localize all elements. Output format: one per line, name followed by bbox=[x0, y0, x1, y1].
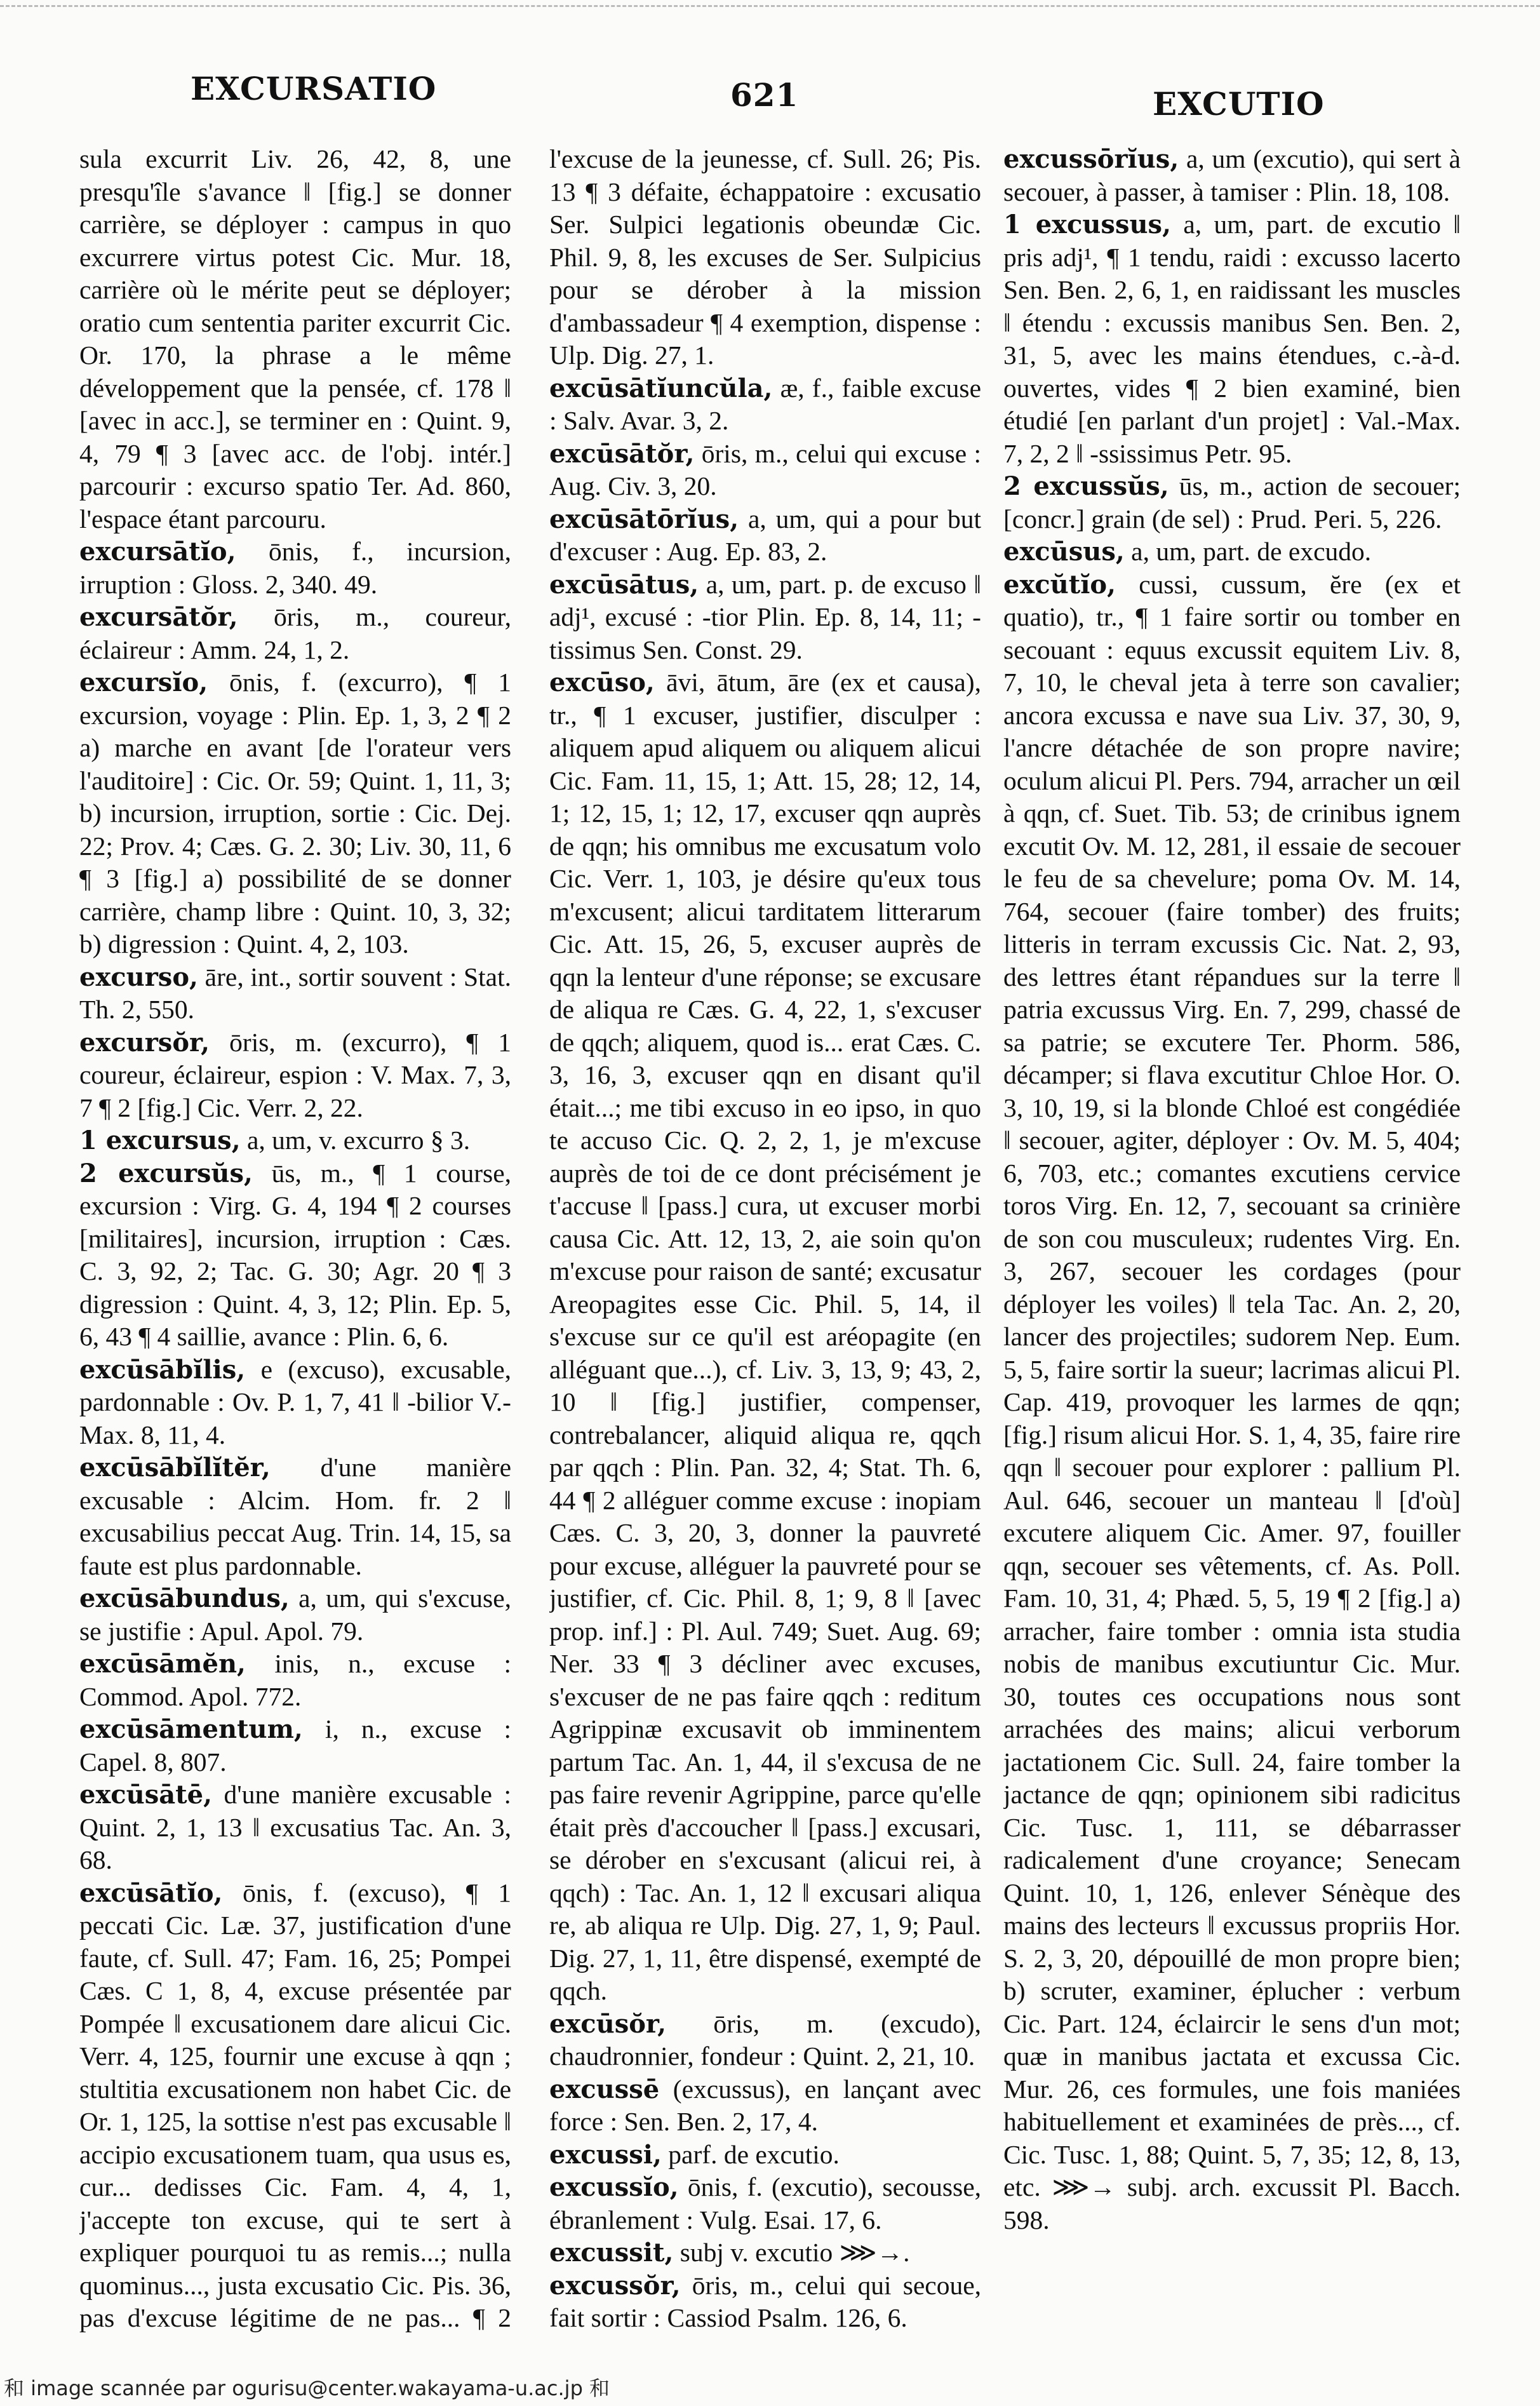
entry-definition: ōris, m. (excudo), chaudronnier, fondeur : Quint. 2, 21, 10. bbox=[549, 2008, 981, 2071]
entry-definition: āre, int., sortir souvent : Stat. Th. 2, 550. bbox=[79, 962, 511, 1024]
entry-headword: excussi, bbox=[549, 2139, 662, 2170]
dictionary-entry bbox=[549, 2236, 981, 2269]
entry-definition: a, um, part. de excutio ‖ pris adj¹, ¶ 1 tendu, raidi : excusso lacerto Sen. Ben. 2, 6, 1, en raidissant les muscles ‖ étendu : excussis manibus Sen. Ben. 2, 31, 5, avec les mains étendues, c.-à-d. ouvertes, vides ¶ 2 bien examiné, bien étudié [en parlant d'un projet] : Val.-Max. 7, 2, 2 ‖ -ssissimus Petr. 95. bbox=[1003, 210, 1461, 468]
entry-headword: excussōrĭus, bbox=[1003, 144, 1179, 174]
dictionary-entry bbox=[1003, 470, 1461, 535]
entry-definition: ōnis, f. (excuso), ¶ 1 peccati Cic. Læ. 37, justification d'une faute, cf. Sull. 47; Fam. 16, 25; Pompei Cæs. C 1, 8, 4, excuse présentée par Pompée ‖ excusationem dare alicui Cic. Verr. 4, 125, fournir une excuse à qqn ; stultitia excusationem non habet Cic. de Or. 1, 125, la sottise n'est pas excusable ‖ accipio excusationem tuam, qua usus es, cur... dedisses Cic. Fam. 4, 4, 1, j'accepte ton excuse, qui te sert à expliquer pourquoi tu as remis...; nulla quominus..., justa excusatio Cic. Pis. 36, pas d'excuse légitime de ne pas... ¶ 2 bbox=[79, 1878, 511, 2332]
dictionary-entry bbox=[549, 143, 981, 372]
dictionary-entry bbox=[79, 1124, 511, 1157]
entry-headword: excūso, bbox=[549, 668, 655, 697]
entry-headword: excūsātōrĭus, bbox=[549, 504, 739, 534]
entry-headword: 2 excursŭs, bbox=[79, 1158, 253, 1188]
column-1 bbox=[79, 143, 511, 2334]
entry-definition: sula excurrit Liv. 26, 42, 8, une presqu'île s'avance ‖ [fig.] se donner carrière, se déployer : campus in quo excurrere virtus potest Cic. Mur. 18, carrière où le mérite peut se déployer; oratio cum sententia pariter excurrit Cic. Or. 170, la phrase a le même développement que la pensée, cf. 178 ‖ [avec in acc.], se terminer en : Quint. 9, 4, 79 ¶ 3 [avec acc. de l'obj. intér.] parcourir : excurso spatio Ter. Ad. 860, l'espace étant parcouru. bbox=[79, 144, 511, 534]
dictionary-entry bbox=[549, 2139, 981, 2172]
entry-definition: e (excuso), excusable, pardonnable : Ov. P. 1, 7, 41 ‖ -bilior V.-Max. 8, 11, 4. bbox=[79, 1354, 511, 1449]
dictionary-entry bbox=[79, 1582, 511, 1648]
dictionary-entry bbox=[549, 2073, 981, 2139]
entry-definition: a, um, qui s'excuse, se justifie : Apul. Apol. 79. bbox=[79, 1583, 511, 1646]
entry-definition: ōnis, f. (excutio), secousse, ébranlement : Vulg. Esai. 17, 6. bbox=[549, 2172, 981, 2235]
entry-headword: excūsāmentum, bbox=[79, 1714, 303, 1744]
entry-headword: excūsābundus, bbox=[79, 1583, 290, 1613]
entry-headword: 2 excussŭs, bbox=[1003, 471, 1169, 501]
dictionary-entry bbox=[1003, 208, 1461, 470]
dictionary-entry bbox=[1003, 535, 1461, 568]
column-2 bbox=[549, 143, 981, 2334]
dictionary-entry bbox=[79, 1877, 511, 2335]
dictionary-entry bbox=[79, 1157, 511, 1354]
scan-credit: 和 image scannée par ogurisu@center.wakayama-u.ac.jp 和 bbox=[4, 2376, 610, 2400]
entry-definition: subj v. excutio ⋙→. bbox=[680, 2238, 910, 2267]
dictionary-entry bbox=[549, 2171, 981, 2236]
entry-definition: ōris, m., celui qui excuse : Aug. Civ. 3, 20. bbox=[549, 438, 981, 501]
entry-headword: excursātĭo, bbox=[79, 537, 236, 567]
dictionary-entry bbox=[549, 568, 981, 667]
entry-definition: inis, n., excuse : Commod. Apol. 772. bbox=[79, 1649, 511, 1711]
entry-definition: āvi, ātum, āre (ex et causa), tr., ¶ 1 excuser, justifier, disculper : aliquem apud aliquem ou aliquem alicui Cic. Fam. 11, 15, 1; Att. 15, 28; 12, 14, 1; 12, 15, 1; 12, 17, excuser qqn auprès de qqn; his omnibus me excusatum volo Cic. Verr. 1, 103, je désire qu'eux tous m'excusent; alicui tarditatem litterarum Cic. Att. 15, 26, 5, excuser auprès de qqn la lenteur d'une réponse; se excusare de aliqua re Cæs. G. 4, 22, 1, s'excuser de qqch; aliquem, quod is... erat Cæs. C. 3, 16, 3, excuser qqn en disant qu'il était...; me tibi excuso in eo ipso, in quo te accuso Cic. Q. 2, 2, 1, je m'excuse auprès de toi de ce dont précisément je t'accuse ‖ [pass.] cura, ut excuser morbi causa Cic. Att. 12, 13, 2, aie soin qu'on m'excuse pour raison de santé; excusatur Areopagites esse Cic. Phil. 5, 14, il s'excuse sur ce qu'il est aréopagite (en alléguant que...), cf. Liv. 3, 13, 9; 43, 2, 10 ‖ [fig.] justifier, compenser, contrebalancer, aliquid aliqua re, qqch par qqch : Plin. Pan. 32, 4; Stat. Th. 6, 44 ¶ 2 alléguer comme excuse : inopiam Cæs. C. 3, 20, 3, donner la pauvreté pour excuse, alléguer la pauvreté pour se justifier, cf. Cic. Phil. 8, 1; 9, 8 ‖ [avec prop. inf.] : Pl. Aul. 749; Suet. Aug. 69; Ner. 33 ¶ 3 décliner avec excuses, s'excuser de ne pas faire qqch : reditum Agrippinæ excusavit ob imminentem partum Tac. An. 1, 44, il s'excusa de ne pas faire revenir Agrippine, parce qu'elle était près d'accoucher ‖ [pass.] excusari, se dérober en s'excusant (alicui rei, à qqch) : Tac. An. 1, 12 ‖ excusari aliqua re, ab aliqua re Ulp. Dig. 27, 1, 9; Paul. Dig. 27, 1, 11, être dispensé, exempté de qqch. bbox=[549, 668, 981, 2005]
entry-headword: excūsāmĕn, bbox=[79, 1649, 246, 1679]
entry-definition: ūs, m., ¶ 1 course, excursion : Virg. G. 4, 194 ¶ 2 courses [militaires], incursion, irruption : Cæs. C. 3, 92, 2; Tac. G. 30; Agr. 20 ¶ 3 digression : Quint. 4, 3, 12; Plin. Ep. 5, 6, 43 ¶ 4 saillie, avance : Plin. 6, 6. bbox=[79, 1158, 511, 1351]
entry-headword: excūsus, bbox=[1003, 537, 1125, 567]
entry-definition: ōris, m., coureur, éclaireur : Amm. 24, 1, 2. bbox=[79, 602, 511, 664]
entry-definition: ūs, m., action de secouer; [concr.] grain (de sel) : Prud. Peri. 5, 226. bbox=[1003, 471, 1461, 534]
dictionary-entry bbox=[79, 1026, 511, 1125]
dictionary-entry bbox=[79, 1713, 511, 1778]
dictionary-entry bbox=[1003, 143, 1461, 208]
entry-headword: excussŏr, bbox=[549, 2270, 681, 2301]
entry-definition: ōnis, f., incursion, irruption : Gloss. 2, 340. 49. bbox=[79, 537, 511, 599]
entry-headword: excūsābĭlĭtĕr, bbox=[79, 1453, 271, 1482]
entry-headword: excūsātĭuncŭla, bbox=[549, 373, 773, 403]
entry-headword: excūsābĭlis, bbox=[79, 1354, 246, 1385]
dictionary-entry bbox=[79, 1354, 511, 1452]
entry-headword: excurso, bbox=[79, 962, 198, 992]
entry-headword: excursŏr, bbox=[79, 1027, 210, 1058]
entry-definition: (excussus), en lançant avec force : Sen. Ben. 2, 17, 4. bbox=[549, 2074, 981, 2136]
entry-definition: a, um, v. excurro § 3. bbox=[247, 1126, 471, 1155]
dictionary-entry bbox=[79, 961, 511, 1026]
dictionary-entry bbox=[79, 601, 511, 666]
entry-definition: d'une manière excusable : Quint. 2, 1, 13 ‖ excusatius Tac. An. 3, 68. bbox=[79, 1780, 511, 1874]
entry-definition: ōris, m. (excurro), ¶ 1 coureur, éclaireur, espion : V. Max. 7, 3, 7 ¶ 2 [fig.] Cic. Verr. 2, 22. bbox=[79, 1027, 511, 1122]
dictionary-entry bbox=[79, 666, 511, 961]
page-header bbox=[0, 70, 1540, 127]
dictionary-entry bbox=[79, 1648, 511, 1713]
entry-headword: 1 excussus, bbox=[1003, 210, 1172, 239]
left-guide-word: EXCURSATIO bbox=[191, 70, 437, 107]
entry-definition: ōris, m., celui qui secoue, fait sortir : Cassiod Psalm. 126, 6. bbox=[549, 2270, 981, 2332]
entry-definition: æ, f., faible excuse : Salv. Avar. 3, 2. bbox=[549, 373, 981, 435]
dictionary-entry bbox=[549, 372, 981, 438]
entry-definition: l'excuse de la jeunesse, cf. Sull. 26; Pis. 13 ¶ 3 défaite, échappatoire : excusatio Ser. Sulpici legationis obeundæ Cic. Phil. 9, 8, les excuses de Ser. Sulpicius pour se dérober à la mission d'ambassadeur ¶ 4 exemption, dispense : Ulp. Dig. 27, 1. bbox=[549, 144, 981, 370]
entry-definition: a, um, part. p. de excuso ‖ adj¹, excusé : -tior Plin. Ep. 8, 14, 11; -tissimus Sen. Const. 29. bbox=[549, 569, 981, 664]
entry-headword: excussē bbox=[549, 2074, 660, 2104]
entry-headword: excŭtĭo, bbox=[1003, 569, 1116, 600]
entry-headword: excursĭo, bbox=[79, 668, 208, 697]
entry-definition: i, n., excuse : Capel. 8, 807. bbox=[79, 1714, 511, 1777]
entry-headword: excursātŏr, bbox=[79, 602, 238, 632]
dictionary-entry bbox=[549, 503, 981, 568]
dictionary-entry bbox=[549, 666, 981, 2008]
entry-definition: a, um, qui a pour but d'excuser : Aug. Ep. 83, 2. bbox=[549, 504, 981, 566]
dictionary-entry bbox=[549, 2008, 981, 2073]
entry-headword: excūsātĭo, bbox=[79, 1878, 223, 1908]
entry-definition: a, um (excutio), qui sert à secouer, à passer, à tamiser : Plin. 18, 108. bbox=[1003, 144, 1461, 206]
entry-headword: excūsātus, bbox=[549, 569, 699, 600]
scan-top-edge bbox=[0, 5, 1540, 7]
dictionary-entry bbox=[79, 535, 511, 601]
dictionary-entry bbox=[549, 438, 981, 503]
entry-definition: a, um, part. de excudo. bbox=[1131, 537, 1372, 566]
entry-headword: excūsŏr, bbox=[549, 2008, 667, 2039]
dictionary-entry bbox=[79, 1778, 511, 1877]
dictionary-entry bbox=[79, 143, 511, 535]
entry-headword: excūsātŏr, bbox=[549, 438, 695, 469]
entry-headword: excussit, bbox=[549, 2238, 674, 2268]
page-number: 621 bbox=[730, 76, 799, 114]
entry-definition: parf. de excutio. bbox=[668, 2139, 840, 2169]
column-3 bbox=[1003, 143, 1461, 2334]
dictionary-entry bbox=[1003, 568, 1461, 2237]
entry-definition: d'une manière excusable : Alcim. Hom. fr. 2 ‖ excusabilius peccat Aug. Trin. 14, 15, sa faute est plus pardonnable. bbox=[79, 1453, 511, 1580]
dictionary-entry bbox=[549, 2269, 981, 2335]
entry-definition: cussi, cussum, ĕre (ex et quatio), tr., ¶ 1 faire sortir ou tomber en secouant : equus excussit equitem Liv. 8, 7, 10, le cheval jeta à terre son cavalier; ancora excussa e nave sua Liv. 37, 30, 9, l'ancre détachée de son propre navire; oculum alicui Pl. Pers. 794, arracher un œil à qqn, cf. Suet. Tib. 53; de crinibus ignem excutit Ov. M. 12, 281, il essaie de secouer le feu de sa chevelure; poma Ov. M. 14, 764, secouer (faire tomber) des fruits; litteris in terram excussis Cic. Nat. 2, 93, des lettres étant répandues sur la terre ‖ patria excussus Virg. En. 7, 299, chassé de sa patrie; se excutere Ter. Phorm. 586, décamper; si flava excutitur Chloe Hor. O. 3, 10, 19, si la blonde Chloé est congédiée ‖ secouer, agiter, déployer : Ov. M. 5, 404; 6, 703, etc.; comantes excutiens cervice toros Virg. En. 12, 7, secouant sa crinière de son cou musculeux; rudentes Virg. En. 3, 267, secouer les cordages (pour déployer les voiles) ‖ tela Tac. An. 2, 20, lancer des projectiles; sudorem Nep. Eum. 5, 5, faire sortir la sueur; lacrimas alicui Pl. Cap. 419, provoquer les larmes de qqn; [fig.] risum alicui Hor. S. 1, 4, 35, faire rire qqn ‖ secouer pour explorer : pallium Pl. Aul. 646, secouer un manteau ‖ [d'où] excutere aliquem Cic. Amer. 97, fouiller qqn, secouer ses vêtements, cf. As. Poll. Fam. 10, 31, 4; Phæd. 5, 5, 19 ¶ 2 [fig.] a) arracher, faire tomber : omnia ista studia nobis de manibus excutiuntur Cic. Mur. 30, toutes ces occupations nous sont arrachées des mains; alicui verborum jactationem Cic. Sull. 24, faire tomber la jactance de qqn; opinionem sibi radicitus Cic. Tusc. 1, 111, se débarrasser radicalement d'une croyance; Senecam Quint. 10, 1, 126, enlever Sénèque des mains des lecteurs ‖ excussus propriis Hor. S. 2, 3, 20, dépouillé de mon propre bien; b) scruter, examiner, éplucher : verbum Cic. Part. 124, éclaircir le sens d'un mot; quæ in manibus jactata et excussa Cic. Mur. 26, ces formules, une fois maniées habituellement et examinées de près..., cf. Cic. Tusc. 1, 88; Quint. 5, 7, 35; 12, 8, 13, etc. ⋙→ subj. arch. excussit Pl. Bacch. 598. bbox=[1003, 569, 1461, 2235]
right-guide-word: EXCUTIO bbox=[1153, 85, 1325, 123]
entry-headword: 1 excursus, bbox=[79, 1126, 241, 1155]
entry-definition: ōnis, f. (excurro), ¶ 1 excursion, voyage : Plin. Ep. 1, 3, 2 ¶ 2 a) marche en avant [de l'orateur vers l'auditoire] : Cic. Or. 59; Quint. 1, 11, 3; b) incursion, irruption, sortie : Cic. Dej. 22; Prov. 4; Cæs. G. 2. 30; Liv. 30, 11, 6 ¶ 3 [fig.] a) possibilité de se donner carrière, champ libre : Quint. 10, 3, 32; b) digression : Quint. 4, 2, 103. bbox=[79, 668, 511, 958]
entry-headword: excūsātē, bbox=[79, 1780, 213, 1810]
dictionary-entry bbox=[79, 1451, 511, 1582]
entry-headword: excussĭo, bbox=[549, 2172, 679, 2202]
